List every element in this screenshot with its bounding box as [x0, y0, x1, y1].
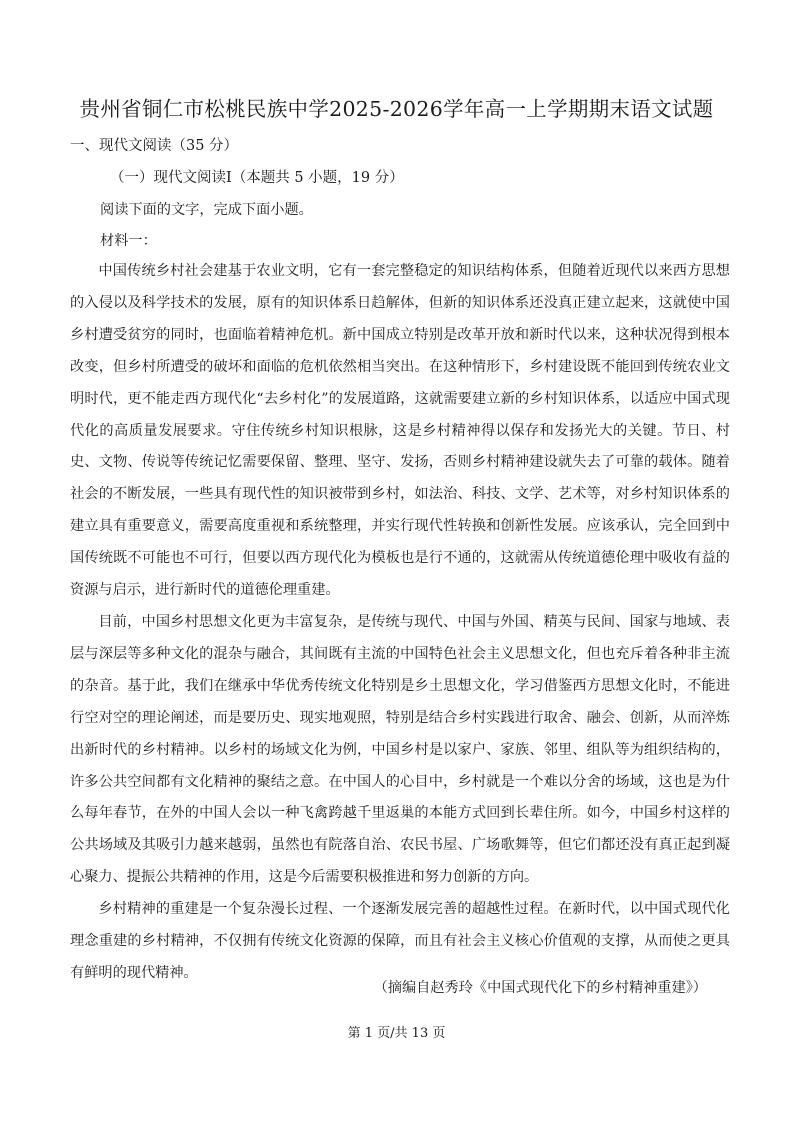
instruction-text: 阅读下面的文字，完成下面小题。 — [100, 202, 313, 218]
source-citation: （摘编自赵秀玲《中国式现代化下的乡村精神重建》） — [373, 980, 707, 996]
article-body — [70, 256, 730, 990]
page-number: 第 1 页/共 13 页 — [347, 1026, 446, 1041]
paragraph-2: 目前，中国乡村思想文化更为丰富复杂，是传统与现代、中国与外国、精英与民间、国家与地域、表层与深层等多种文化的混杂与融合，其间既有主流的中国特色社会主义思想文化，但也充斥着各种非主流的杂音。基于此，我们在继承中华优秀传统文化特别是乡土思想文化，学习借鉴西方思想文化时，不能进行空对空的理论阐述，而是要历史、现实地观照，特别是结合乡村实践进行取舍、融会、创新，从而淬炼出新时代的乡村精神。以乡村的场域文化为例，中国乡村是以家户、家族、邻里、组队等为组织结构的，许多公共空间都有文化精神的聚结之意。在中国人的心目中，乡村就是一个难以分舍的场域，这也是为什么每年春节，在外的中国人会以一种飞禽跨越千里返巢的本能方式回到长辈住所。如今，中国乡村这样的公共场域及其吸引力越来越弱，虽然也有院落自治、农民书屋、广场歌舞等，但它们都还没有真正起到凝心聚力、提振公共精神的作用，这是今后需要积极推进和努力创新的方向。 — [70, 613, 730, 886]
sub-heading: （一）现代文阅读Ⅰ（本题共 5 小题，19 分） — [110, 170, 404, 186]
page-title: 贵州省铜仁市松桃民族中学2025-2026学年高一上学期期末语文试题 — [79, 97, 714, 121]
material-label: 材料一： — [100, 233, 157, 249]
paragraph-1: 中国传统乡村社会建基于农业文明，它有一套完整稳定的知识结构体系，但随着近现代以来西方思想的入侵以及科学技术的发展，原有的知识体系日趋解体，但新的知识体系还没真正建立起来，这就使中国乡村遭受贫穷的同时，也面临着精神危机。新中国成立特别是改革开放和新时代以来，这种状况得到根本改变，但乡村所遭受的破坏和面临的危机依然相当突出。在这种情形下，乡村建设既不能回到传统农业文明时代，更不能走西方现代化“去乡村化”的发展道路，这就需要建立新的乡村知识体系，以适应中国式现代化的高质量发展要求。守住传统乡村知识根脉，这是乡村精神得以保存和发扬光大的关键。节日、村史、文物、传说等传统记忆需要保留、整理、坚守、发扬，否则乡村精神建设就失去了可靠的载体。随着社会的不断发展，一些具有现代性的知识被带到乡村，如法治、科技、文学、艺术等，对乡村知识体系的建立具有重要意义，需要高度重视和系统整理，并实行现代性转换和创新性发展。应该承认，完全回到中国传统既不可能也不可行，但要以西方现代化为模板也是行不通的，这就需从传统道德伦理中吸收有益的资源与启示，进行新时代的道德伦理重建。 — [70, 263, 730, 599]
section-heading: 一、现代文阅读（35 分） — [70, 138, 239, 154]
paragraph-3: 乡村精神的重建是一个复杂漫长过程、一个逐渐发展完善的超越性过程。在新时代，以中国式现代化理念重建的乡村精神，不仅拥有传统文化资源的保障，而且有社会主义核心价值观的支撑，从而使之更具有鲜明的现代精神。 — [70, 901, 730, 981]
